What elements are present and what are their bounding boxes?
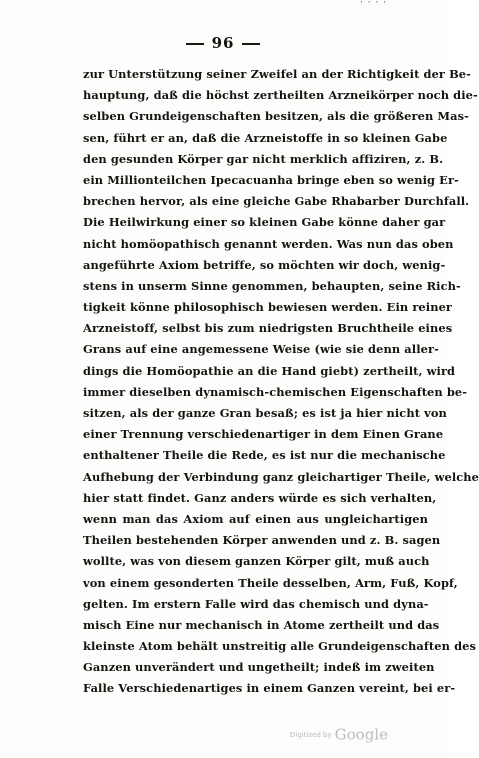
text-line: Aufhebung der Verbindung ganz gleichartiger Theile, welche: [83, 469, 479, 484]
text-line: Theilen bestehenden Körper anwenden und z. B. sagen: [83, 533, 441, 548]
text-line: immer dieselben dynamisch-chemischen Eigenschaften be-: [83, 384, 468, 399]
text-line: sitzen, als der ganze Gran besaß; es ist ja hier nicht von: [83, 406, 447, 420]
page-number: [0, 34, 446, 52]
watermark-prefix: Digitized by: [290, 730, 332, 739]
text-line: misch Eine nur mechanisch in Atome zertheilt und das: [83, 617, 440, 632]
text-line: Arzneistoff, selbst bis zum niedrigsten Bruchtheile eines: [83, 321, 453, 336]
text-line: einer Trennung verschiedenartiger in dem Einen Grane: [83, 427, 444, 442]
top-edge-mark: · · · ·: [360, 0, 388, 8]
text-line: Ganzen unverändert und ungetheilt; indeß im zweiten: [83, 660, 435, 675]
text-line: zur Unterstützung seiner Zweifel an der Richtigkeit der Be-: [83, 67, 471, 81]
left-dash: [186, 43, 204, 45]
google-logo: Google: [334, 725, 388, 744]
text-line: wenn man das Axiom auf einen aus ungleichartigen: [83, 511, 428, 526]
text-line: sen, führt er an, daß die Arzneistoffe in so kleinen Gabe: [83, 130, 448, 145]
text-line: angeführte Axiom betriffe, so möchten wir doch, wenig-: [83, 257, 446, 272]
text-line: wollte, was von diesem ganzen Körper gilt, muß auch: [83, 554, 430, 569]
text-line: stens in unserm Sinne genommen, behaupten, seine Rich-: [83, 278, 461, 293]
digitized-watermark: [290, 724, 440, 744]
text-line: tigkeit könne philosophisch bewiesen werden. Ein reiner: [83, 300, 453, 315]
text-line: von einem gesonderten Theile desselben, Arm, Fuß, Kopf,: [83, 575, 458, 590]
text-line: Falle Verschiedenartiges in einem Ganzen vereint, bei er-: [83, 681, 456, 696]
text-line: selben Grundeigenschaften besitzen, als die größeren Mas-: [83, 109, 469, 124]
page-number-value: 96: [211, 34, 235, 52]
text-line: Die Heilwirkung einer so kleinen Gabe könne daher gar: [83, 215, 446, 230]
text-line: hauptung, daß die höchst zertheilten Arzneikörper noch die-: [83, 88, 478, 103]
text-line: dings die Homöopathie an die Hand giebt) zertheilt, wird: [83, 363, 456, 378]
text-line: den gesunden Körper gar nicht merklich affiziren, z. B.: [83, 151, 444, 166]
text-line: ein Millionteilchen Ipecacuanha bringe eben so wenig Er-: [83, 172, 459, 187]
body-text: [83, 64, 479, 700]
text-line: enthaltener Theile die Rede, es ist nur die mechanische: [83, 448, 446, 463]
right-dash: [242, 43, 260, 45]
text-line: brechen hervor, als eine gleiche Gabe Rhabarber Durchfall.: [83, 194, 470, 209]
text-line: nicht homöopathisch genannt werden. Was nun das oben: [83, 236, 454, 251]
text-line: kleinste Atom behält unstreitig alle Grundeigenschaften des: [83, 639, 476, 654]
text-line: Grans auf eine angemessene Weise (wie sie denn aller-: [83, 342, 439, 357]
text-line: hier statt findet. Ganz anders würde es sich verhalten,: [83, 490, 437, 505]
text-line: gelten. Im erstern Falle wird das chemisch und dyna-: [83, 596, 429, 611]
